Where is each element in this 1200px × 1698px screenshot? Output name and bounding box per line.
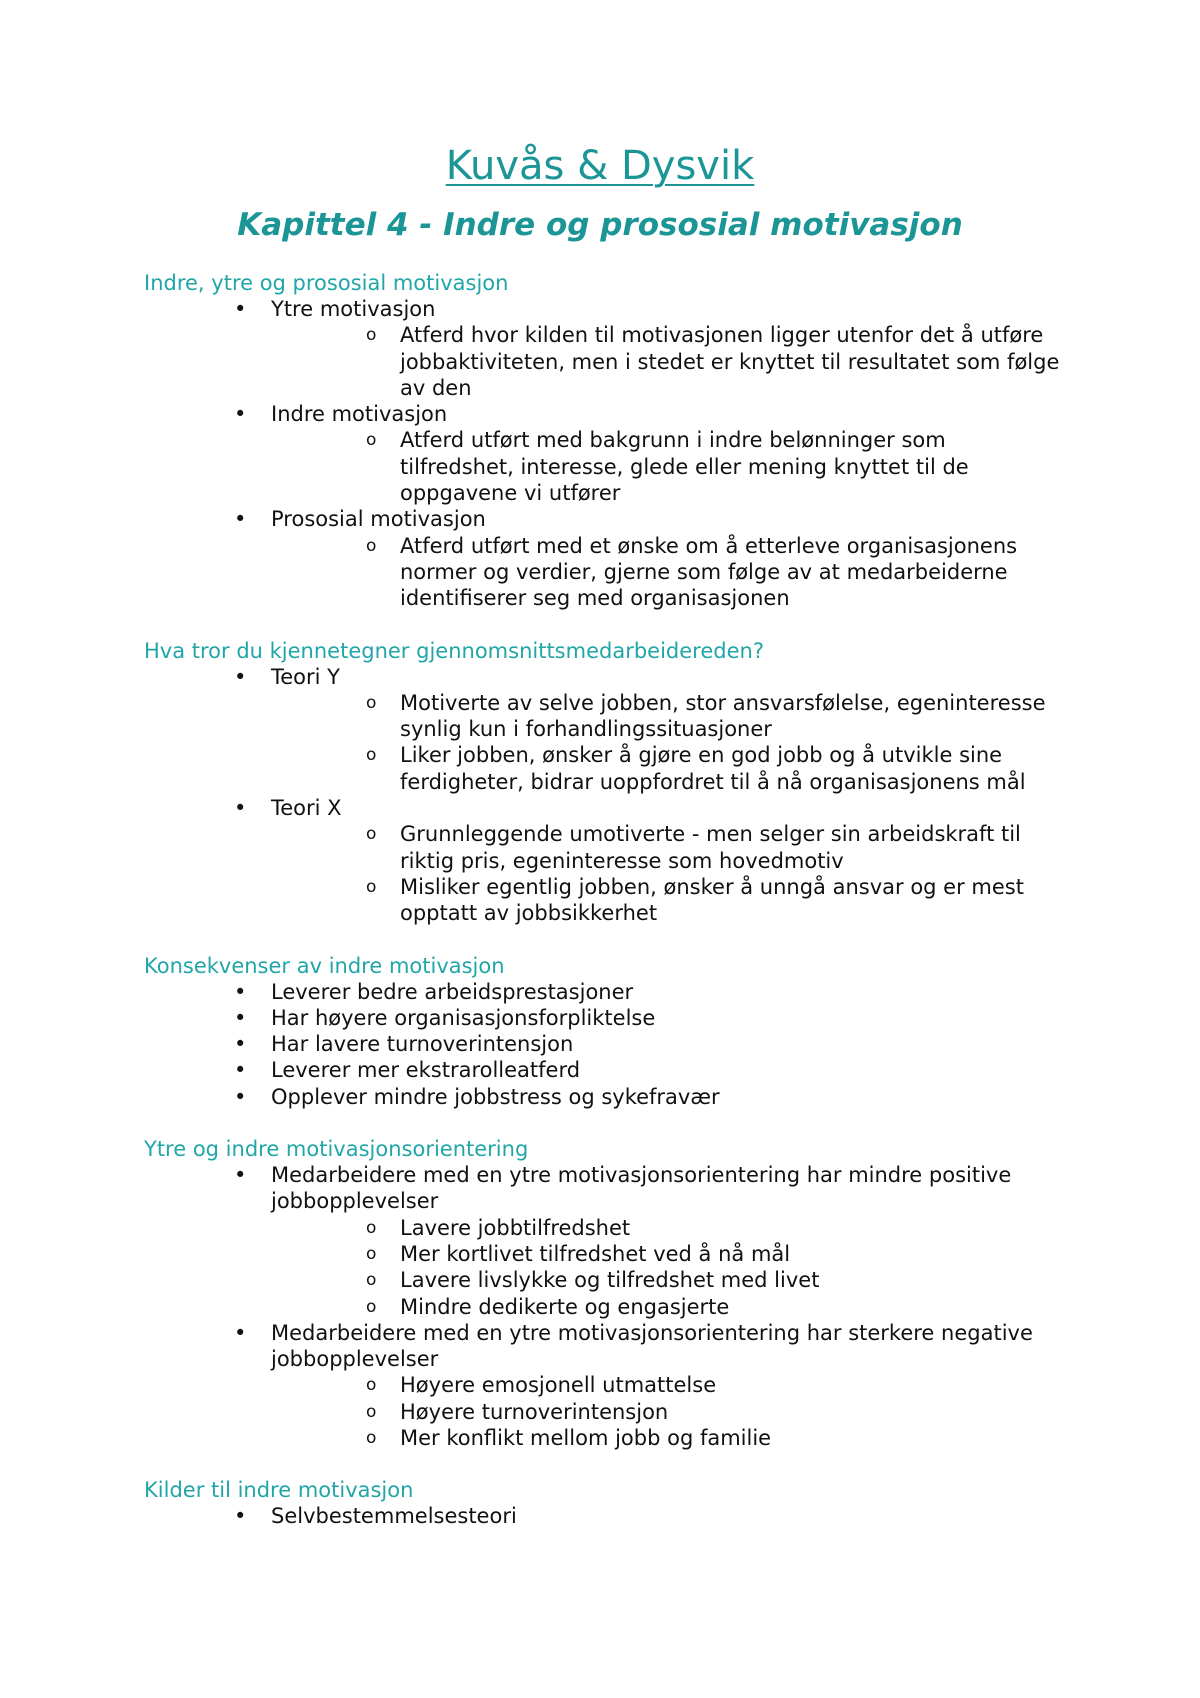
list-item <box>144 506 1064 611</box>
circle-bullet-icon: o <box>366 1401 377 1422</box>
list-item <box>144 401 1064 506</box>
list-item <box>144 1005 1064 1031</box>
list-item <box>144 795 1064 926</box>
sub-list-item <box>144 1372 1064 1398</box>
list-item-text: Medarbeidere med en ytre motivasjonsorientering har sterkere negative jobbopplevelser <box>271 1320 1033 1372</box>
sub-list-item-text: Mer kortlivet tilfredshet ved å nå mål <box>400 1241 791 1266</box>
section-heading: Indre, ytre og prososial motivasjon <box>144 271 509 295</box>
sub-list-item <box>144 1241 1064 1267</box>
circle-bullet-icon: o <box>366 535 377 556</box>
circle-bullet-icon: o <box>366 824 377 845</box>
sub-list-item-text: Motiverte av selve jobben, stor ansvarsfølelse, egeninteresse synlig kun i forhandlingssituasjoner <box>400 690 1046 742</box>
bullet-icon: • <box>234 1163 247 1188</box>
list-item-text: Leverer mer ekstrarolleatferd <box>271 1058 581 1083</box>
bullet-icon: • <box>234 1504 247 1529</box>
list-item <box>144 979 1064 1005</box>
circle-bullet-icon: o <box>366 1270 377 1291</box>
sub-list-item-text: Høyere turnoverintensjon <box>400 1399 669 1424</box>
sub-list-item-text: Lavere jobbtilfredshet <box>400 1215 631 1240</box>
section-heading: Konsekvenser av indre motivasjon <box>144 953 505 978</box>
list-item-text: Indre motivasjon <box>271 402 448 427</box>
circle-bullet-icon: o <box>366 1296 377 1317</box>
section <box>144 270 1064 612</box>
document-body <box>144 270 1064 1556</box>
circle-bullet-icon: o <box>366 1217 377 1238</box>
bullet-icon: • <box>234 664 247 689</box>
list-item <box>144 1084 1064 1110</box>
list-item-text: Selvbestemmelsesteori <box>271 1504 517 1529</box>
bullet-icon: • <box>234 402 247 427</box>
sub-list-item <box>144 1399 1064 1425</box>
list-item-text: Teori Y <box>271 664 340 689</box>
chapter-subtitle: Kapittel 4 - Indre og prososial motivasjon <box>237 207 963 243</box>
sub-bullet-list <box>144 1215 1064 1320</box>
bullet-list <box>144 1503 1064 1529</box>
sub-list-item <box>144 742 1064 795</box>
sub-list-item <box>144 1267 1064 1293</box>
sub-list-item-text: Mindre dedikerte og engasjerte <box>400 1294 730 1319</box>
list-item-text: Prososial motivasjon <box>271 507 486 532</box>
section <box>144 953 1064 1110</box>
bullet-icon: • <box>234 796 247 821</box>
list-item <box>144 664 1064 795</box>
bullet-icon: • <box>234 979 247 1004</box>
sub-list-item-text: Liker jobben, ønsker å gjøre en god jobb og å utvikle sine ferdigheter, bidrar uoppfordret til å nå organisasjonens mål <box>400 743 1026 794</box>
list-item-text: Har høyere organisasjonsforpliktelse <box>271 1005 656 1030</box>
sub-list-item-text: Atferd hvor kilden til motivasjonen ligger utenfor det å utføre jobbaktiviteten, men i stedet er knyttet til resultatet som følge av den <box>400 323 1060 400</box>
bullet-list <box>144 664 1064 927</box>
list-item-text: Opplever mindre jobbstress og sykefravær <box>271 1084 720 1109</box>
list-item <box>144 1031 1064 1057</box>
bullet-icon: • <box>234 297 247 321</box>
sub-bullet-list <box>144 533 1064 612</box>
list-item <box>144 1320 1064 1451</box>
list-item-text: Teori X <box>271 796 342 821</box>
sub-list-item-text: Høyere emosjonell utmattelse <box>400 1373 717 1398</box>
document-title: Kuvås & Dysvik <box>445 143 755 189</box>
section <box>144 638 1064 927</box>
sub-list-item-text: Mer konflikt mellom jobb og familie <box>400 1425 772 1450</box>
sub-list-item <box>144 427 1064 506</box>
section <box>144 1136 1064 1451</box>
circle-bullet-icon: o <box>366 430 377 451</box>
list-item-text: Ytre motivasjon <box>271 297 436 321</box>
sub-list-item <box>144 1294 1064 1320</box>
list-item <box>144 296 1064 401</box>
sub-list-item-text: Atferd utført med bakgrunn i indre belønninger som tilfredshet, interesse, glede eller mening knyttet til de oppgavene vi utfører <box>400 428 969 506</box>
bullet-list <box>144 296 1064 612</box>
bullet-icon: • <box>234 507 247 532</box>
section-heading: Hva tror du kjennetegner gjennomsnittsmedarbeidereden? <box>144 638 764 663</box>
list-item-text: Har lavere turnoverintensjon <box>271 1032 574 1057</box>
circle-bullet-icon: o <box>366 1375 377 1396</box>
sub-bullet-list <box>144 322 1064 401</box>
list-item-text: Leverer bedre arbeidsprestasjoner <box>271 979 634 1004</box>
bullet-list <box>144 1162 1064 1451</box>
circle-bullet-icon: o <box>366 325 377 346</box>
list-item-text: Medarbeidere med en ytre motivasjonsorientering har mindre positive jobbopplevelser <box>271 1163 1012 1214</box>
circle-bullet-icon: o <box>366 1243 377 1264</box>
sub-bullet-list <box>144 427 1064 506</box>
sub-list-item <box>144 322 1064 401</box>
sub-bullet-list <box>144 1372 1064 1451</box>
sub-list-item-text: Atferd utført med et ønske om å etterleve organisasjonens normer og verdier, gjerne som følge av at medarbeiderne identifiserer seg med organisasjonen <box>400 533 1018 611</box>
sub-list-item <box>144 821 1064 874</box>
list-item <box>144 1057 1064 1083</box>
sub-list-item-text: Misliker egentlig jobben, ønsker å unngå ansvar og er mest opptatt av jobbsikkerhet <box>400 874 1024 926</box>
circle-bullet-icon: o <box>366 1427 377 1448</box>
section-heading: Kilder til indre motivasjon <box>144 1478 414 1503</box>
list-item <box>144 1162 1064 1320</box>
sub-list-item-text: Lavere livslykke og tilfredshet med livet <box>400 1268 820 1293</box>
sub-bullet-list <box>144 821 1064 926</box>
circle-bullet-icon: o <box>366 692 377 713</box>
bullet-icon: • <box>234 1005 247 1030</box>
bullet-icon: • <box>234 1032 247 1057</box>
bullet-icon: • <box>234 1084 247 1109</box>
bullet-list <box>144 979 1064 1110</box>
sub-list-item-text: Grunnleggende umotiverte - men selger sin arbeidskraft til riktig pris, egeninteresse som hovedmotiv <box>400 822 1021 873</box>
circle-bullet-icon: o <box>366 745 377 766</box>
sub-list-item <box>144 1215 1064 1241</box>
sub-list-item <box>144 874 1064 927</box>
list-item <box>144 1503 1064 1529</box>
circle-bullet-icon: o <box>366 876 377 897</box>
section <box>144 1477 1064 1529</box>
sub-list-item <box>144 690 1064 743</box>
sub-list-item <box>144 533 1064 612</box>
sub-list-item <box>144 1425 1064 1451</box>
bullet-icon: • <box>234 1320 247 1345</box>
bullet-icon: • <box>234 1058 247 1083</box>
section-heading: Ytre og indre motivasjonsorientering <box>144 1137 529 1162</box>
sub-bullet-list <box>144 690 1064 795</box>
